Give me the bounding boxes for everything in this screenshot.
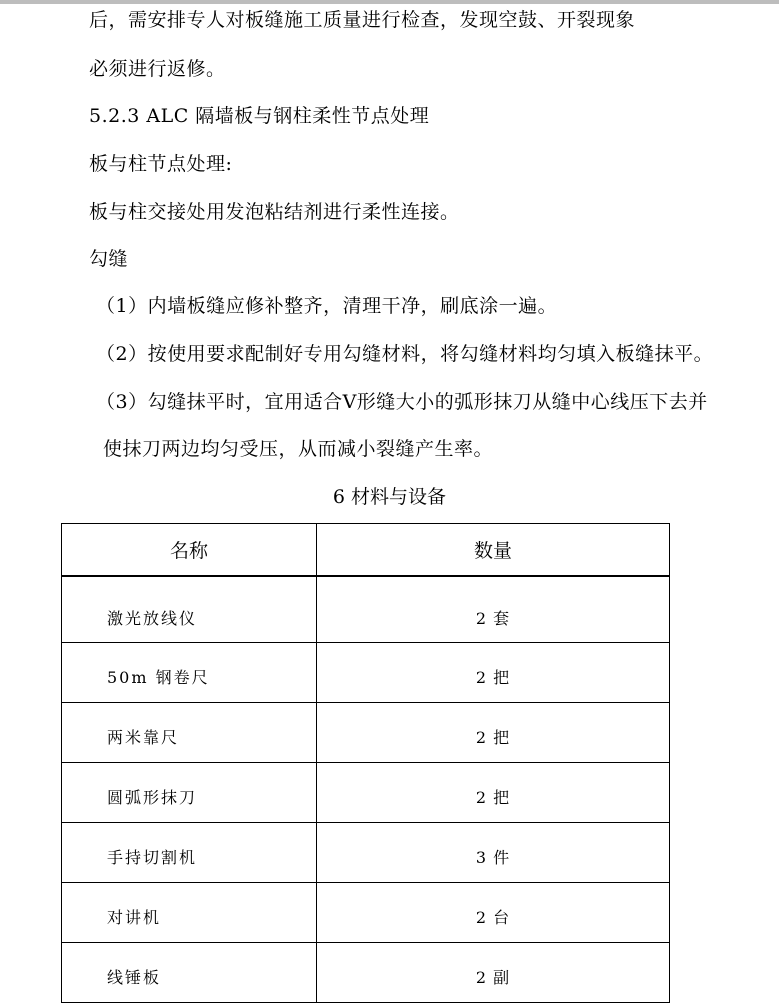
- column-header-name: 名称: [62, 524, 317, 577]
- cell-item-quantity: 3 件: [317, 823, 670, 883]
- paragraph-line-6: 勾缝: [89, 248, 129, 270]
- subsection-heading: 5.2.3 ALC 隔墙板与钢柱柔性节点处理: [89, 105, 430, 127]
- cell-item-name: 圆弧形抹刀: [62, 763, 317, 823]
- materials-table: [61, 523, 670, 1003]
- table-row: [62, 763, 670, 823]
- cell-item-name: 手持切割机: [62, 823, 317, 883]
- page-top-rule: [0, 0, 779, 4]
- list-item-2: （2）按使用要求配制好专用勾缝材料，将勾缝材料均匀填入板缝抹平。: [96, 343, 714, 365]
- cell-item-name: 对讲机: [62, 883, 317, 943]
- cell-item-quantity: 2 把: [317, 763, 670, 823]
- section-title: 6 材料与设备: [332, 486, 447, 508]
- table-row: [62, 703, 670, 763]
- table-row: [62, 823, 670, 883]
- table-row: [62, 943, 670, 1003]
- paragraph-line-2: 必须进行返修。: [89, 58, 226, 80]
- column-header-quantity: 数量: [317, 524, 670, 577]
- list-item-3: （3）勾缝抹平时，宜用适合Ⅴ形缝大小的弧形抹刀从缝中心线压下去并: [96, 391, 708, 413]
- paragraph-line-5: 板与柱交接处用发泡粘结剂进行柔性连接。: [89, 201, 460, 223]
- cell-item-name: 50m 钢卷尺: [62, 643, 317, 703]
- cell-item-name: 两米靠尺: [62, 703, 317, 763]
- cell-item-quantity: 2 把: [317, 643, 670, 703]
- paragraph-line-1: 后，需安排专人对板缝施工质量进行检查，发现空鼓、开裂现象: [89, 9, 636, 31]
- paragraph-line-4: 板与柱节点处理:: [89, 153, 233, 175]
- cell-item-name: 激光放线仪: [62, 576, 317, 643]
- cell-item-name: 线锤板: [62, 943, 317, 1003]
- cell-item-quantity: 2 台: [317, 883, 670, 943]
- table-row: [62, 576, 670, 643]
- cell-item-quantity: 2 套: [317, 576, 670, 643]
- table-row: [62, 883, 670, 943]
- cell-item-quantity: 2 副: [317, 943, 670, 1003]
- table-row: [62, 643, 670, 703]
- table-header-row: [62, 524, 670, 577]
- cell-item-quantity: 2 把: [317, 703, 670, 763]
- list-item-1: （1）内墙板缝应修补整齐，清理干净，刷底涂一遍。: [96, 295, 558, 317]
- list-item-3-continuation: 使抹刀两边均匀受压，从而减小裂缝产生率。: [103, 438, 494, 460]
